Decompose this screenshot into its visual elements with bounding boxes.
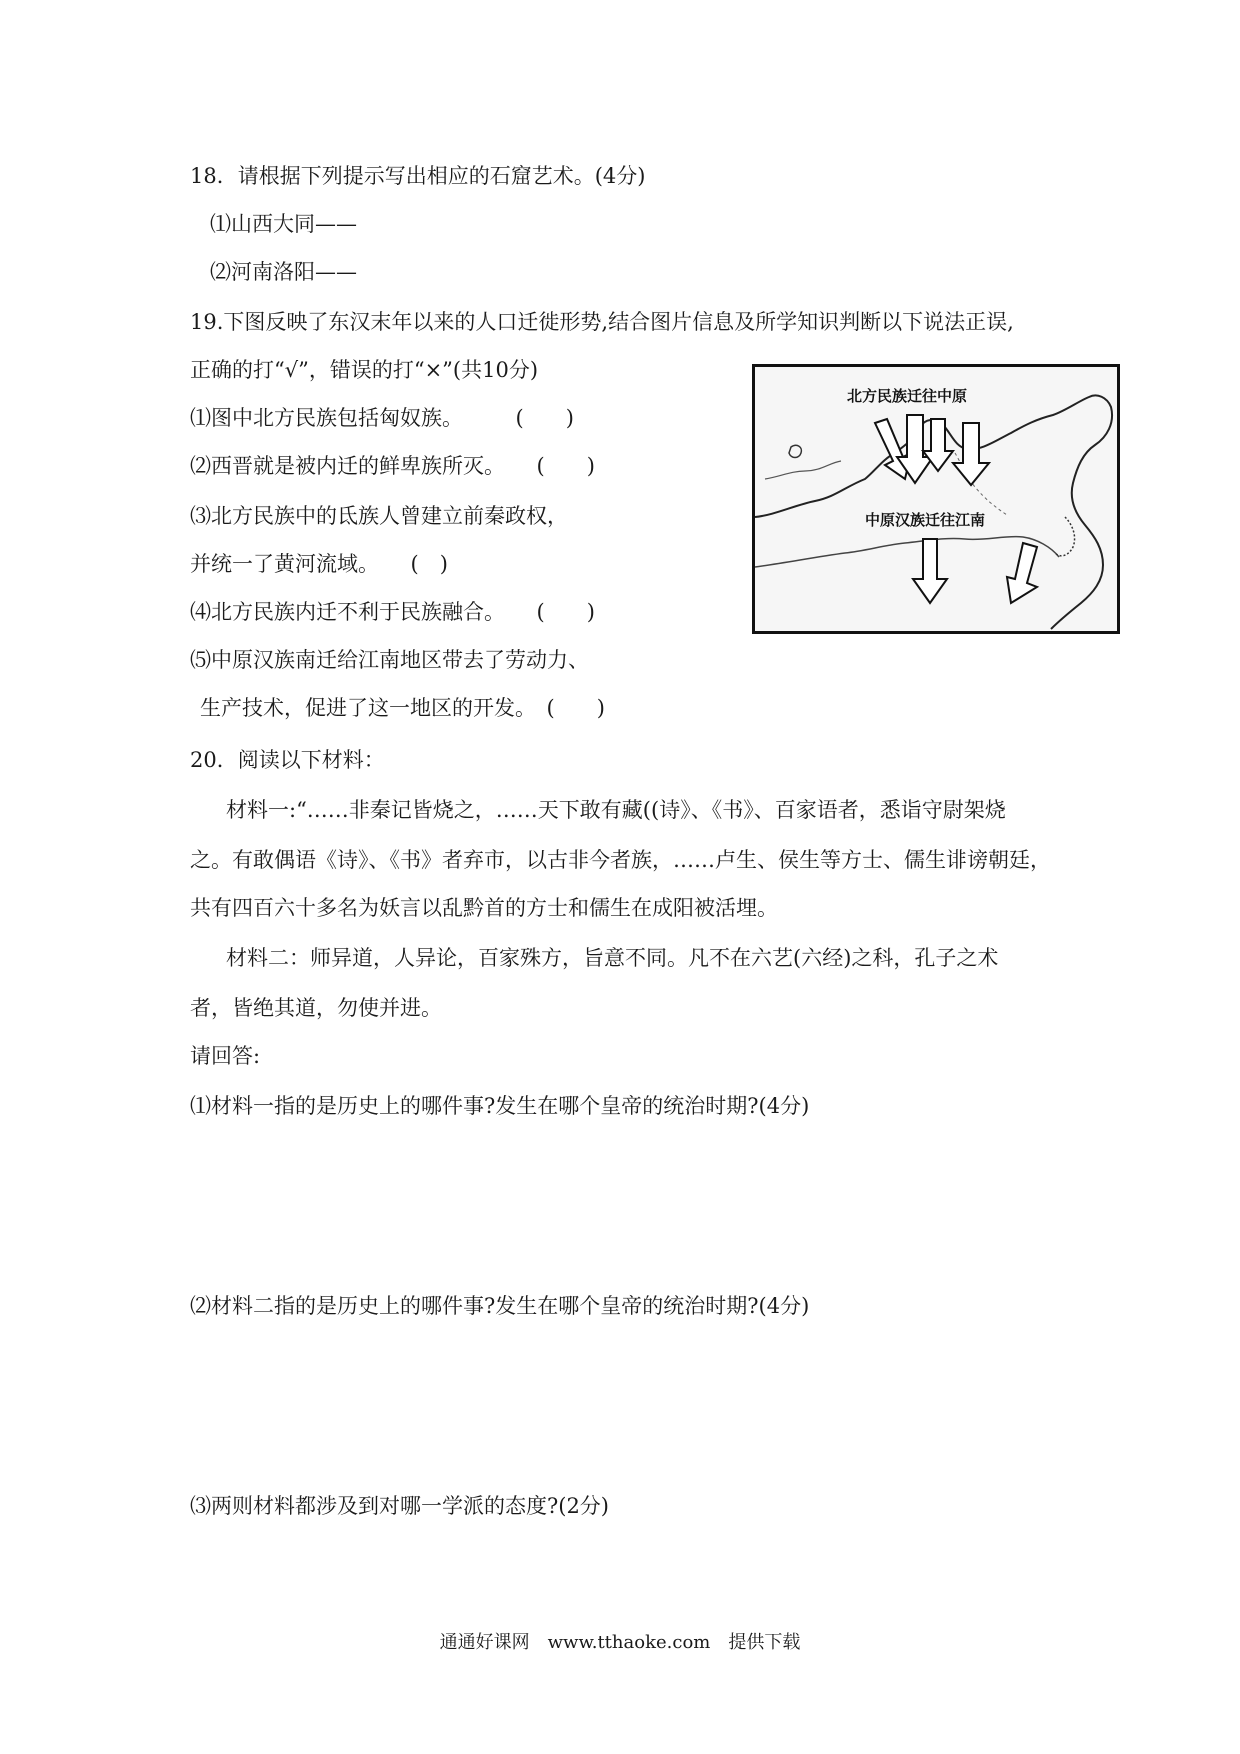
coast-detail: [1055, 517, 1075, 556]
q19-stem-line2: 正确的打“√”，错误的打“×”(共10分): [190, 358, 539, 382]
q20-material2-line2: 者，皆绝其道，勿使并进。: [190, 996, 442, 1020]
q19-item-2: ⑵西晋就是被内迁的鲜卑族所灭。 ( ): [190, 454, 595, 478]
q19-stem-line1: 19.下图反映了东汉末年以来的人口迁徙形势,结合图片信息及所学知识判断以下说法正误,: [190, 310, 1014, 334]
q18-item-2: ⑵河南洛阳——: [210, 260, 357, 284]
q19-item-4: ⑷北方民族内迁不利于民族融合。 ( ): [190, 600, 595, 624]
map-label-south: 中原汉族迁往江南: [865, 511, 986, 529]
q20-material2-line1: 材料二：师异道，人异论，百家殊方，旨意不同。凡不在六艺(六经)之科，孔子之术: [226, 946, 999, 970]
q19-item-5b: 生产技术，促进了这一地区的开发。 ( ): [200, 696, 605, 720]
q19-item-1: ⑴图中北方民族包括匈奴族。 ( ): [190, 406, 574, 430]
q20-question-2: ⑵材料二指的是历史上的哪件事?发生在哪个皇帝的统治时期?(4分): [190, 1294, 810, 1318]
migration-map: [752, 364, 1120, 634]
q19-item-3b: 并统一了黄河流域。 ( ): [190, 552, 448, 576]
map-label-north: 北方民族迁往中原: [847, 387, 968, 405]
arrow-north-4: [953, 423, 989, 485]
q20-material1-line1: 材料一:“……非秦记皆烧之，……天下敢有藏((诗》、《书》、百家语者，悉诣守尉架烧: [226, 798, 1006, 822]
q20-prompt: 请回答:: [190, 1044, 261, 1068]
river-yellow: [765, 461, 841, 479]
q19-item-5a: ⑸中原汉族南迁给江南地区带去了劳动力、: [190, 648, 589, 672]
q18-stem: 18．请根据下列提示写出相应的石窟艺术。(4分): [190, 164, 646, 188]
q20-question-1: ⑴材料一指的是历史上的哪件事?发生在哪个皇帝的统治时期?(4分): [190, 1094, 810, 1118]
q20-stem: 20．阅读以下材料：: [190, 748, 385, 772]
arrow-south-1: [913, 539, 947, 603]
river-yangtze: [755, 537, 1059, 567]
q20-question-3: ⑶两则材料都涉及到对哪一学派的态度?(2分): [190, 1494, 610, 1518]
page-footer: 通通好课网 www.tthaoke.com 提供下载: [439, 1632, 801, 1653]
arrow-south-2: [1007, 543, 1037, 603]
q20-material1-line3: 共有四百六十多名为妖言以乱黔首的方士和儒生在成阳被活埋。: [190, 896, 778, 920]
migration-map-svg: [755, 367, 1117, 631]
q19-item-3a: ⑶北方民族中的氐族人曾建立前秦政权，: [190, 504, 568, 528]
island-shape: [789, 445, 801, 457]
q18-item-1: ⑴山西大同——: [210, 212, 357, 236]
q20-material1-line2: 之。有敢偶语《诗》、《书》者弃市，以古非今者族，……卢生、侯生等方士、儒生诽谤朝廷，: [190, 848, 1051, 872]
